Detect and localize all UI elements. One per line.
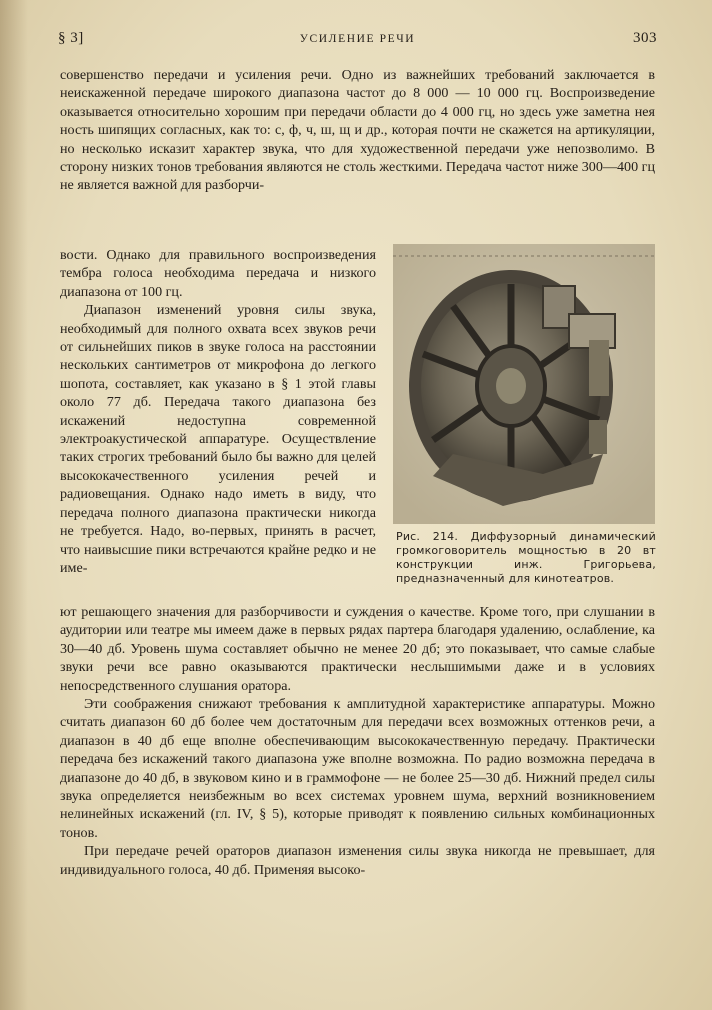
loudspeaker-figure — [393, 244, 655, 524]
loudspeaker-photo — [393, 244, 655, 524]
paragraph-4: При передаче речей ораторов диапазон изменения силы звука никогда не превышает, для индивидуального голоса, 40 дб. Применяя высоко- — [60, 843, 655, 878]
top-paragraph: совершенство передачи и усиления речи. Одно из важнейших требований заключается в неискаженной передаче широкого диапазона частот до 8 000 — 10 000 гц. Воспроизведение оказывается относительно хорошим при передачи области до 4 000 гц, но здесь уже заметна нея ность шипящих согласных, как то: с, ф, ч, ш, щ и др., которая почти не скажется на артикуляции, но несколько исказит характер звука, что для художественной передачи уже непозволимо. В сторону низких тонов требования являются не столь жесткими. Передача частот ниже 300—400 гц не является важной для разборчи- — [60, 67, 655, 194]
paragraph-3: Эти соображения снижают требования к амплитудной характеристике аппаратуры. Можно считать диапазон 60 дб более чем достаточным для передачи всех возможных оттенков речи, а диапазон в 40 дб еще вполне обеспечивающим высококачественную передачу. Практически передача без искажений такого диапазона уже вполне возможна. По радио возможна передача в диапазоне до 40 дб, в звуковом кино и в граммофоне — не более 25—30 дб. Нижний предел силы звука определяется неизбежным во всех системах уровнем шума, верхний возникновением нелинейных искажений (гл. IV, § 5), которые приводят к появлению сильных комбинационных тонов. — [60, 696, 655, 841]
lower-text-block — [60, 603, 655, 879]
wrap-paragraph-1: вости. Однако для правильного воспроизведения тембра голоса необходима передача и низкого диапазона от 100 гц. — [60, 247, 376, 300]
top-paragraph-block — [60, 66, 655, 195]
page-number: 303 — [633, 30, 657, 46]
running-header — [58, 30, 657, 54]
wrapped-text-column — [60, 246, 376, 577]
header-section: § 3] — [58, 30, 84, 46]
continuation-paragraph: ют решающего значения для разборчивости и суждения о качестве. Кроме того, при слушании в аудитории или театре мы имеем даже в первых рядах партера благодаря удалению, ослабление, ка 30—40 дб. Уровень шума составляет обычно не менее 20 дб; это показывает, что самые слабые звуки речи все равно оказываются практически неслышимыми даже и в условиях непосредственного слушания оратора. — [60, 604, 655, 694]
figure-caption: Рис. 214. Диффузорный динамический громкоговоритель мощностью в 20 вт конструкции инж. Григорьева, предназначенный для кинотеатров. — [396, 530, 656, 585]
header-title: УСИЛЕНИЕ РЕЧИ — [299, 33, 416, 45]
wrap-paragraph-2: Диапазон изменений уровня силы звука, необходимый для полного охвата всех звуков речи от сильнейших пиков в звуке голоса на расстоянии нескольких сантиметров от микрофона до легкого шопота, составляет, как указано в § 1 этой главы около 77 дб. Передача такого диапазона без искажений недоступна современной электроакустической аппаратуре. Осуществление таких строгих требований было бы важно для целей высококачественного усиления речей и радиовещания. Однако надо иметь в виду, что передача полного диапазона практически никогда не требуется. Надо, во-первых, принять в расчет, что наивысшие пики встречаются крайне редко и не име- — [60, 302, 376, 576]
